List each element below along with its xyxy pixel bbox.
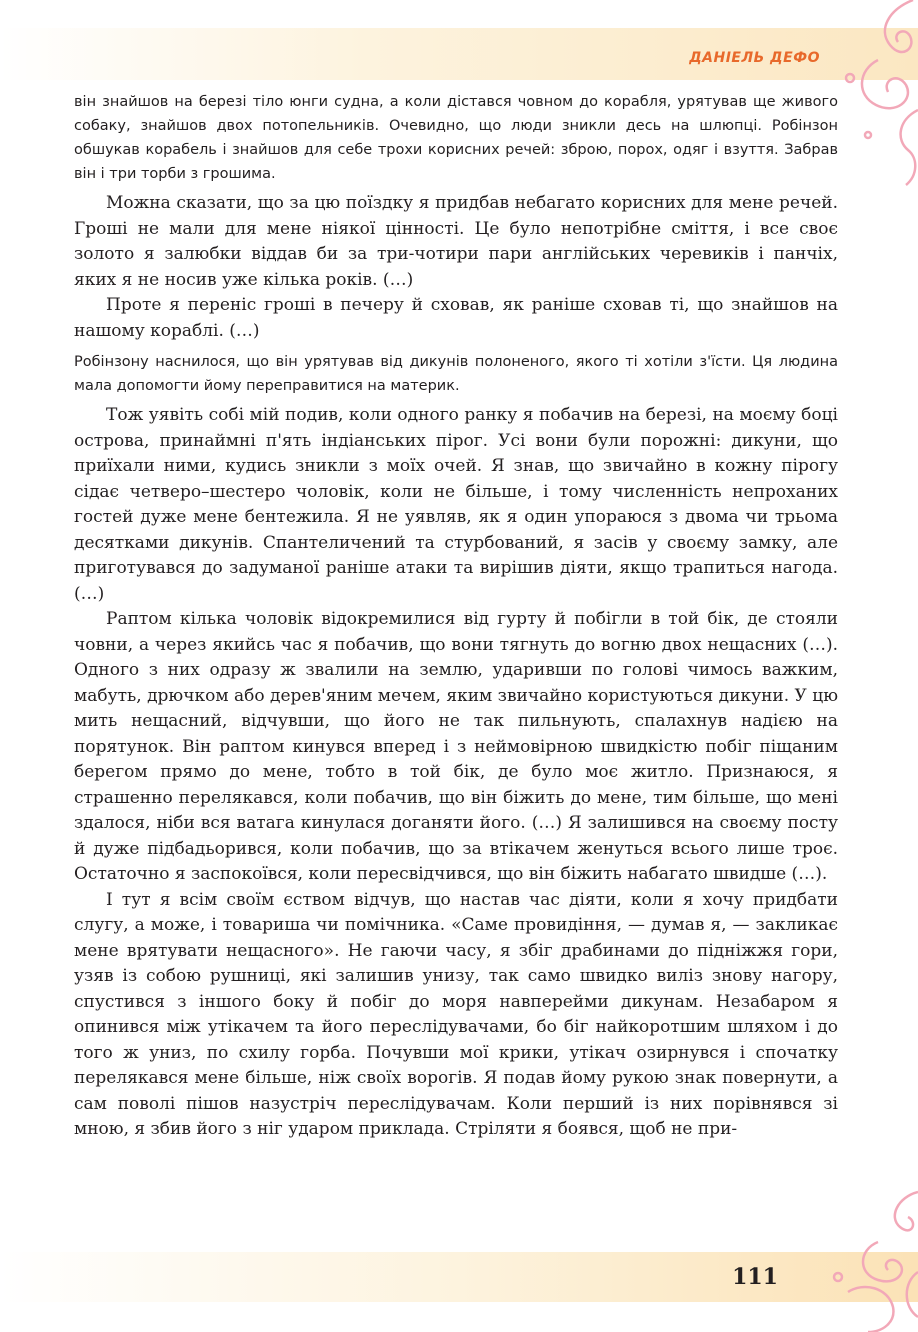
footer-band: [0, 1252, 918, 1302]
page-number: 111: [732, 1264, 778, 1290]
text-paragraph: Раптом кілька чоловік відокремилися від гурту й побігли в той бік, де стояли човни, а через якийсь час я побачив, що вони тягнуть до вогню двох нещасних (…). Одного з них одразу ж звалили на землю, ударивши по голові чимось важким, мабуть, дрючком або дерев'яним мечем, яким звичайно користуються дикуни. У цю мить нещасний, відчувши, що його не так пильнують, спалахнув надією на порятунок. Він раптом кинувся вперед і з неймовірною швидкістю побіг піщаним берегом прямо до мене, тобто в той бік, де було моє житло. Признаюся, я страшенно перелякався, коли побачив, що він біжить до мене, тим більше, що мені здалося, ніби вся ватага кинулася доганяти його. (…) Я залишився на своєму посту й дуже підбадьорився, коли побачив, що за втікачем женуться всього лише троє. Остаточно я заспокоївся, коли пересвідчився, що він біжить набагато швидше (…).: [74, 609, 838, 884]
main-text: [74, 90, 838, 1143]
text-paragraph: Тож уявіть собі мій подив, коли одного ранку я побачив на березі, на моєму боці острова, принаймні п'ять індіанських пірог. Усі вони були порожні: дикуни, що приїхали ними, кудись зникли з моїх очей. Я знав, що звичайно в кожну пірогу сідає четверо–шестеро чоловік, коли не більше, і тому численність непроханих гостей дуже мене бентежила. Я не уявляв, як я один упораюся з двома чи трьома десятками дикунів. Спантеличений та стурбований, я засів у своєму замку, але приготувався до задуманої раніше атаки та вирішив діяти, якщо трапиться нагода. (…): [74, 405, 838, 604]
text-paragraph: І тут я всім своїм єством відчув, що настав час діяти, коли я хочу придбати слугу, а може, і товариша чи помічника. «Саме провидіння, — думав я, — закликає мене врятувати нещасного». Не гаючи часу, я збіг драбинами до підніжжя гори, узяв із собою рушниці, які залишив унизу, так само швидко виліз знову нагору, спустився з іншого боку й побіг до моря навперейми дикунам. Незабаром я опинився між утікачем та його переслідувачами, бо біг найкоротшим шляхом і до того ж униз, по схилу горба. Почувши мої крики, утікач озирнувся і спочатку перелякався мене більше, ніж своїх ворогів. Я подав йому рукою знак повернути, а сам поволі пішов назустріч переслідувачам. Коли перший із них порівнявся зі мною, я збив його з ніг ударом приклада. Стріляти я боявся, щоб не при-: [74, 889, 838, 1139]
text-paragraph: Можна сказати, що за цю поїздку я придбав небагато корисних для мене речей. Гроші не мали для мене ніякої цінності. Це було непотрібне сміття, і все своє золото я залюбки віддав би за три-чотири пари англійських черевиків і панчіх, яких я не носив уже кілька років. (…): [74, 193, 838, 290]
running-header-author: ДАНІЕЛЬ ДЕФО: [689, 50, 820, 66]
floral-ornament-bottom: [808, 1182, 918, 1332]
summary-paragraph: він знайшов на березі тіло юнги судна, а коли дістався човном до корабля, урятував ще живого собаку, знайшов двох потопельників. Очевидно, що люди зникли десь на шлюпці. Робінзон обшукав корабель і знайшов для себе трохи корисних речей: зброю, порох, одяг і взуття. Забрав він і три торби з грошима.: [74, 94, 838, 182]
summary-paragraph: Робінзону наснилося, що він урятував від дикунів полоненого, якого ті хотіли з'їсти. Ця людина мала допомогти йому переправитися на материк.: [74, 354, 838, 394]
text-paragraph: Проте я переніс гроші в печеру й сховав, як раніше сховав ті, що знайшов на нашому кораблі. (…): [74, 295, 838, 341]
